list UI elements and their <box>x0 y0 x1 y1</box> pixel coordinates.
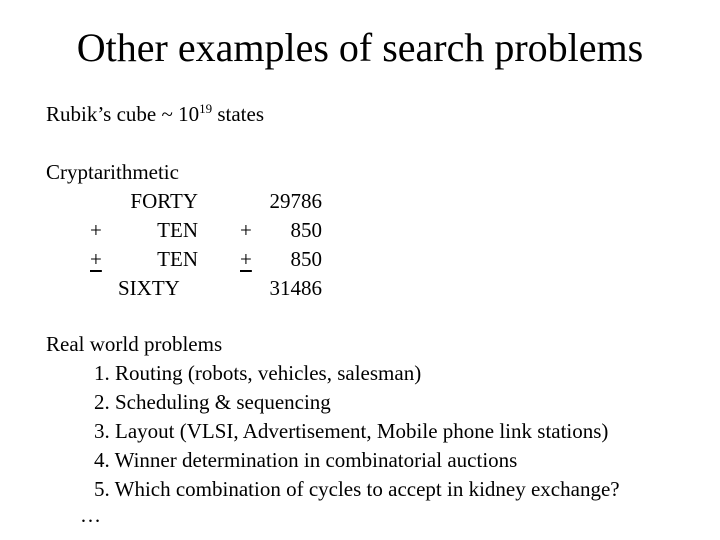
real-world-heading: Real world problems <box>46 332 223 356</box>
list-item: 2. Scheduling & sequencing <box>94 390 331 414</box>
rubik-line <box>46 101 264 127</box>
crypt-letters-sum: SIXTY <box>118 276 180 300</box>
crypt-numbers-row1: 29786 <box>269 189 322 213</box>
list-item: 4. Winner determination in combinatorial auctions <box>94 448 518 472</box>
cryptarithmetic-heading: Cryptarithmetic <box>46 160 179 184</box>
crypt-numbers-row3: 850 <box>290 247 322 271</box>
crypt-letters-row3-line <box>90 246 198 272</box>
list-item: 5. Which combination of cycles to accept in kidney exchange? <box>94 477 620 501</box>
rubik-text: Rubik’s cube ~ 10 <box>46 102 200 126</box>
crypt-numbers-row3-line <box>240 246 332 272</box>
list-item: 1. Routing (robots, vehicles, salesman) <box>94 361 422 385</box>
slide-title: Other examples of search problems <box>76 25 644 70</box>
crypt-numbers-plus-1: + <box>240 218 252 242</box>
crypt-numbers-sum: 31486 <box>269 276 322 300</box>
crypt-numbers-plus-2: + <box>240 247 252 271</box>
rubik-exponent: 19 <box>199 101 213 116</box>
crypt-letters-plus-2: + <box>90 247 102 271</box>
ellipsis: … <box>80 503 101 527</box>
crypt-letters-row1: FORTY <box>130 189 198 213</box>
crypt-letters-row3: TEN <box>157 247 198 271</box>
list-item: 3. Layout (VLSI, Advertisement, Mobile phone link stations) <box>94 419 609 443</box>
crypt-numbers-row2: 850 <box>290 218 322 242</box>
rubik-suffix: states <box>212 102 265 126</box>
crypt-letters-row2: TEN <box>157 218 198 242</box>
crypt-letters-plus-1: + <box>90 218 102 242</box>
